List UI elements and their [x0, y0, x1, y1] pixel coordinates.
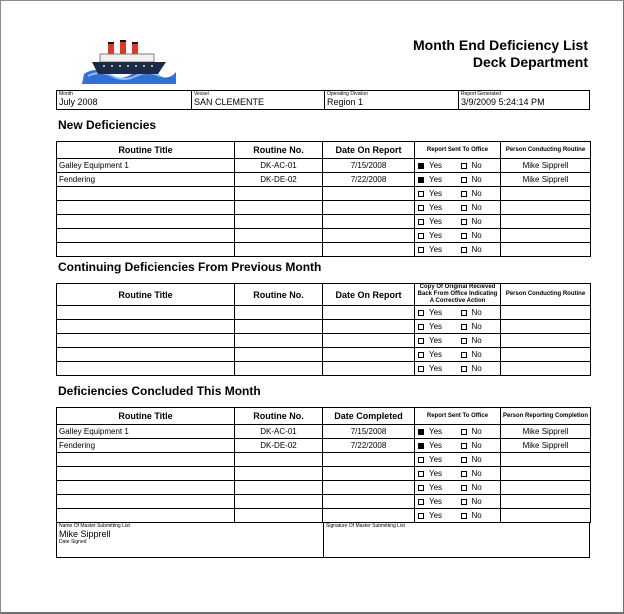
yes-checkbox[interactable] [418, 177, 424, 183]
person-cell [501, 306, 591, 320]
person-cell [501, 481, 591, 495]
person-cell [501, 362, 591, 376]
document-title [413, 37, 588, 71]
checkbox-cell [415, 439, 501, 453]
date-cell [323, 187, 415, 201]
routine-title-cell: Fendering [57, 439, 235, 453]
table-row [57, 348, 591, 362]
yes-checkbox[interactable] [418, 205, 424, 211]
person-cell: Mike Sipprell [501, 425, 591, 439]
yes-checkbox[interactable] [418, 191, 424, 197]
no-label: No [471, 322, 482, 331]
column-header-office-status: Report Sent To Office [415, 142, 501, 159]
checkbox-cell [415, 173, 501, 187]
new-deficiencies-table [56, 141, 591, 257]
concluded-deficiencies-heading: Deficiencies Concluded This Month [58, 384, 261, 398]
routine-title-cell [57, 495, 235, 509]
routine-title-cell [57, 243, 235, 257]
routine-no-cell [235, 187, 323, 201]
routine-title-cell: Galley Equipment 1 [57, 159, 235, 173]
no-label: No [471, 203, 482, 212]
no-checkbox[interactable] [461, 324, 467, 330]
person-cell [501, 467, 591, 481]
yes-option [415, 469, 458, 478]
routine-title-cell [57, 362, 235, 376]
yes-label: Yes [429, 336, 443, 345]
yes-label: Yes [429, 364, 443, 373]
person-cell [501, 243, 591, 257]
yes-checkbox[interactable] [418, 247, 424, 253]
column-header-office-status: Copy Of Original Recieved Back From Office Indicating A Corrective Action [415, 284, 501, 306]
checkbox-cell [415, 306, 501, 320]
report-info-table [56, 90, 590, 110]
division-value: Region 1 [327, 97, 364, 107]
no-option [458, 308, 501, 317]
no-option [458, 217, 501, 226]
no-option [458, 455, 501, 464]
division-label: Operating Division [327, 91, 368, 97]
yes-option [415, 231, 458, 240]
date-cell [323, 243, 415, 257]
yes-option [415, 511, 458, 520]
yes-checkbox[interactable] [418, 457, 424, 463]
routine-title-cell [57, 201, 235, 215]
no-label: No [471, 350, 482, 359]
vessel-label: Vessel [194, 91, 209, 97]
yes-label: Yes [429, 175, 443, 184]
person-cell [501, 201, 591, 215]
no-checkbox[interactable] [461, 163, 467, 169]
yes-option [415, 483, 458, 492]
routine-no-cell [235, 481, 323, 495]
checkbox-cell [415, 509, 501, 523]
column-header-routine-no: Routine No. [235, 284, 323, 306]
table-row [57, 320, 591, 334]
column-header-title: Routine Title [57, 284, 235, 306]
yes-label: Yes [429, 217, 443, 226]
no-label: No [471, 245, 482, 254]
month-value: July 2008 [59, 97, 98, 107]
yes-checkbox[interactable] [418, 443, 424, 449]
no-option [458, 441, 501, 450]
date-cell [323, 306, 415, 320]
person-cell [501, 229, 591, 243]
signature-label: Signature Of Master Submitting List [326, 523, 405, 529]
date-cell [323, 320, 415, 334]
no-label: No [471, 189, 482, 198]
routine-title-cell [57, 334, 235, 348]
checkbox-cell [415, 320, 501, 334]
no-option [458, 231, 501, 240]
person-cell [501, 320, 591, 334]
no-checkbox[interactable] [461, 471, 467, 477]
yes-option [415, 217, 458, 226]
yes-checkbox[interactable] [418, 499, 424, 505]
no-option [458, 469, 501, 478]
no-option [458, 427, 501, 436]
yes-label: Yes [429, 245, 443, 254]
no-option [458, 336, 501, 345]
no-checkbox[interactable] [461, 219, 467, 225]
yes-option [415, 245, 458, 254]
yes-option [415, 189, 458, 198]
no-option [458, 497, 501, 506]
vessel-cell [192, 91, 325, 110]
no-checkbox[interactable] [461, 352, 467, 358]
table-row [57, 334, 591, 348]
yes-option [415, 308, 458, 317]
no-checkbox[interactable] [461, 205, 467, 211]
title-line-1: Month End Deficiency List [412, 37, 588, 53]
yes-checkbox[interactable] [418, 352, 424, 358]
vessel-value: SAN CLEMENTE [194, 97, 265, 107]
person-cell [501, 495, 591, 509]
date-cell [323, 348, 415, 362]
checkbox-cell [415, 215, 501, 229]
new-deficiencies-heading: New Deficiencies [58, 118, 157, 132]
yes-label: Yes [429, 322, 443, 331]
routine-no-cell: DK-DE-02 [235, 439, 323, 453]
person-cell [501, 334, 591, 348]
yes-label: Yes [429, 203, 443, 212]
yes-option [415, 364, 458, 373]
yes-label: Yes [429, 483, 443, 492]
table-row [57, 306, 591, 320]
person-cell [501, 187, 591, 201]
routine-title-cell [57, 348, 235, 362]
no-option [458, 189, 501, 198]
continuing-deficiencies-table [56, 283, 591, 376]
table-row [57, 362, 591, 376]
signature-table [56, 522, 590, 558]
column-header-person: Person Reporting Completion [501, 408, 591, 425]
person-cell: Mike Sipprell [501, 173, 591, 187]
no-label: No [471, 308, 482, 317]
no-checkbox[interactable] [461, 457, 467, 463]
yes-checkbox[interactable] [418, 366, 424, 372]
table-row [57, 467, 591, 481]
routine-title-cell [57, 509, 235, 523]
checkbox-cell [415, 495, 501, 509]
yes-label: Yes [429, 497, 443, 506]
routine-title-cell [57, 320, 235, 334]
routine-title-cell [57, 481, 235, 495]
no-label: No [471, 427, 482, 436]
ship-logo [82, 36, 176, 84]
person-cell [501, 453, 591, 467]
no-checkbox[interactable] [461, 177, 467, 183]
no-checkbox[interactable] [461, 513, 467, 519]
master-name: Mike Sipprell [59, 529, 111, 539]
yes-checkbox[interactable] [418, 513, 424, 519]
no-checkbox[interactable] [461, 429, 467, 435]
table-row [57, 215, 591, 229]
no-label: No [471, 161, 482, 170]
routine-no-cell [235, 306, 323, 320]
no-option [458, 483, 501, 492]
table-row [57, 439, 591, 453]
routine-title-cell [57, 467, 235, 481]
checkbox-cell [415, 348, 501, 362]
table-row [57, 201, 591, 215]
yes-checkbox[interactable] [418, 163, 424, 169]
routine-no-cell [235, 215, 323, 229]
no-option [458, 245, 501, 254]
yes-option [415, 427, 458, 436]
no-checkbox[interactable] [461, 338, 467, 344]
title-line-2: Deck Department [472, 54, 588, 70]
month-cell [57, 91, 192, 110]
no-label: No [471, 231, 482, 240]
routine-no-cell [235, 495, 323, 509]
routine-title-cell [57, 306, 235, 320]
date-cell: 7/22/2008 [323, 173, 415, 187]
yes-checkbox[interactable] [418, 471, 424, 477]
yes-label: Yes [429, 161, 443, 170]
routine-no-cell [235, 320, 323, 334]
no-label: No [471, 497, 482, 506]
yes-label: Yes [429, 469, 443, 478]
checkbox-cell [415, 229, 501, 243]
checkbox-cell [415, 159, 501, 173]
no-option [458, 350, 501, 359]
yes-option [415, 441, 458, 450]
table-row [57, 243, 591, 257]
routine-title-cell [57, 453, 235, 467]
continuing-deficiencies-heading: Continuing Deficiencies From Previous Month [58, 260, 322, 274]
checkbox-cell [415, 453, 501, 467]
date-cell [323, 334, 415, 348]
checkbox-cell [415, 201, 501, 215]
column-header-person: Person Conducting Routine [501, 142, 591, 159]
generated-value: 3/9/2009 5:24:14 PM [461, 97, 545, 107]
column-header-date: Date Completed [323, 408, 415, 425]
yes-checkbox[interactable] [418, 429, 424, 435]
routine-no-cell [235, 467, 323, 481]
generated-label: Report Generated [461, 91, 502, 97]
person-cell [501, 348, 591, 362]
yes-checkbox[interactable] [418, 324, 424, 330]
date-cell [323, 495, 415, 509]
checkbox-cell [415, 187, 501, 201]
table-row [57, 425, 591, 439]
column-header-office-status: Report Sent To Office [415, 408, 501, 425]
column-header-title: Routine Title [57, 408, 235, 425]
yes-option [415, 175, 458, 184]
date-cell [323, 215, 415, 229]
date-cell [323, 453, 415, 467]
date-cell: 7/15/2008 [323, 425, 415, 439]
no-checkbox[interactable] [461, 310, 467, 316]
column-header-date: Date On Report [323, 284, 415, 306]
no-option [458, 364, 501, 373]
routine-title-cell [57, 187, 235, 201]
table-row [57, 495, 591, 509]
no-option [458, 203, 501, 212]
column-header-routine-no: Routine No. [235, 142, 323, 159]
person-cell: Mike Sipprell [501, 439, 591, 453]
yes-checkbox[interactable] [418, 219, 424, 225]
column-header-date: Date On Report [323, 142, 415, 159]
person-cell [501, 509, 591, 523]
master-cell [57, 523, 324, 558]
date-cell [323, 481, 415, 495]
column-header-routine-no: Routine No. [235, 408, 323, 425]
date-cell [323, 467, 415, 481]
date-cell: 7/15/2008 [323, 159, 415, 173]
concluded-deficiencies-table [56, 407, 591, 523]
routine-no-cell [235, 509, 323, 523]
signature-cell [324, 523, 590, 558]
checkbox-cell [415, 467, 501, 481]
no-option [458, 161, 501, 170]
yes-option [415, 350, 458, 359]
yes-label: Yes [429, 441, 443, 450]
checkbox-cell [415, 425, 501, 439]
yes-option [415, 161, 458, 170]
yes-option [415, 497, 458, 506]
table-row [57, 229, 591, 243]
no-label: No [471, 441, 482, 450]
routine-no-cell: DK-AC-01 [235, 425, 323, 439]
checkbox-cell [415, 334, 501, 348]
routine-no-cell [235, 362, 323, 376]
month-label: Month [59, 91, 73, 97]
no-option [458, 511, 501, 520]
person-cell [501, 215, 591, 229]
table-row [57, 481, 591, 495]
yes-checkbox[interactable] [418, 310, 424, 316]
no-checkbox[interactable] [461, 191, 467, 197]
master-label: Name Of Master Submitting List [59, 523, 130, 529]
table-row [57, 453, 591, 467]
no-option [458, 175, 501, 184]
no-option [458, 322, 501, 331]
no-label: No [471, 455, 482, 464]
no-label: No [471, 336, 482, 345]
division-cell [325, 91, 459, 110]
routine-no-cell: DK-AC-01 [235, 159, 323, 173]
no-checkbox[interactable] [461, 366, 467, 372]
no-checkbox[interactable] [461, 499, 467, 505]
routine-no-cell [235, 229, 323, 243]
date-cell [323, 362, 415, 376]
routine-title-cell [57, 229, 235, 243]
yes-label: Yes [429, 231, 443, 240]
yes-label: Yes [429, 427, 443, 436]
routine-no-cell [235, 243, 323, 257]
yes-label: Yes [429, 308, 443, 317]
no-label: No [471, 364, 482, 373]
yes-option [415, 203, 458, 212]
table-row [57, 159, 591, 173]
date-cell [323, 229, 415, 243]
yes-option [415, 455, 458, 464]
yes-label: Yes [429, 455, 443, 464]
column-header-person: Person Conducting Routine [501, 284, 591, 306]
no-label: No [471, 217, 482, 226]
routine-no-cell [235, 453, 323, 467]
checkbox-cell [415, 243, 501, 257]
table-row [57, 509, 591, 523]
routine-title-cell: Fendering [57, 173, 235, 187]
no-checkbox[interactable] [461, 233, 467, 239]
yes-checkbox[interactable] [418, 485, 424, 491]
date-cell [323, 509, 415, 523]
routine-no-cell [235, 334, 323, 348]
no-label: No [471, 511, 482, 520]
table-row [57, 187, 591, 201]
yes-label: Yes [429, 511, 443, 520]
yes-option [415, 322, 458, 331]
checkbox-cell [415, 481, 501, 495]
no-checkbox[interactable] [461, 247, 467, 253]
yes-option [415, 336, 458, 345]
date-cell: 7/22/2008 [323, 439, 415, 453]
person-cell: Mike Sipprell [501, 159, 591, 173]
date-signed-label: Date Signed [59, 539, 87, 545]
yes-checkbox[interactable] [418, 233, 424, 239]
routine-no-cell [235, 201, 323, 215]
no-checkbox[interactable] [461, 485, 467, 491]
routine-no-cell [235, 348, 323, 362]
no-label: No [471, 469, 482, 478]
no-checkbox[interactable] [461, 443, 467, 449]
yes-label: Yes [429, 350, 443, 359]
no-label: No [471, 175, 482, 184]
checkbox-cell [415, 362, 501, 376]
column-header-title: Routine Title [57, 142, 235, 159]
routine-title-cell [57, 215, 235, 229]
yes-label: Yes [429, 189, 443, 198]
no-label: No [471, 483, 482, 492]
table-row [57, 173, 591, 187]
routine-title-cell: Galley Equipment 1 [57, 425, 235, 439]
routine-no-cell: DK-DE-02 [235, 173, 323, 187]
generated-cell [459, 91, 590, 110]
date-cell [323, 201, 415, 215]
yes-checkbox[interactable] [418, 338, 424, 344]
